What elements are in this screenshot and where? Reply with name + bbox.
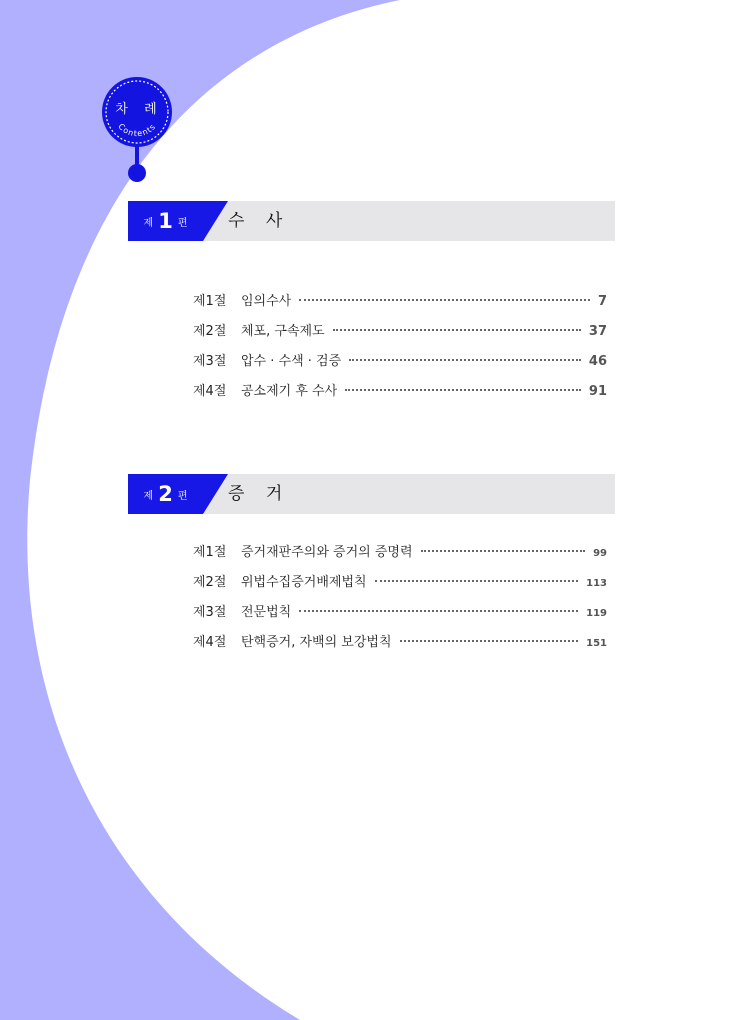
toc-row[interactable] xyxy=(193,541,607,571)
page-number: 119 xyxy=(586,608,607,619)
dot-leader xyxy=(421,549,586,552)
dot-leader xyxy=(349,358,581,361)
chapter-number: 제2절 xyxy=(193,575,227,590)
logo-title: 차 례 xyxy=(115,102,163,117)
toc-row[interactable] xyxy=(193,631,607,661)
part-2-toc xyxy=(193,541,607,661)
part-title: 증 거 xyxy=(228,484,291,504)
chapter-title: 탄핵증거, 자백의 보강법칙 xyxy=(241,635,392,650)
chapter-number: 제4절 xyxy=(193,635,227,650)
part-tag-prefix: 제 xyxy=(143,217,154,229)
chapter-number: 제2절 xyxy=(193,324,227,339)
dot-leader xyxy=(400,639,579,642)
chapter-number: 제3절 xyxy=(193,605,227,620)
toc-row[interactable] xyxy=(193,320,607,350)
part-tag-prefix: 제 xyxy=(143,490,154,502)
part-tag-number: 2 xyxy=(158,482,173,506)
page-number: 37 xyxy=(588,324,607,339)
toc-row[interactable] xyxy=(193,571,607,601)
toc-row[interactable] xyxy=(193,380,607,410)
chapter-title: 체포, 구속제도 xyxy=(241,324,325,339)
dot-leader xyxy=(333,328,581,331)
logo-subtitle: Contents xyxy=(116,121,158,139)
contents-logo xyxy=(100,75,174,190)
toc-row[interactable] xyxy=(193,350,607,380)
page-number: 99 xyxy=(593,548,607,559)
part-2-header xyxy=(128,474,615,514)
chapter-number: 제4절 xyxy=(193,384,227,399)
part-tag-suffix: 편 xyxy=(177,217,188,229)
part-tag-number: 1 xyxy=(158,209,173,233)
chapter-title: 위법수집증거배제법칙 xyxy=(241,575,367,590)
page-number: 151 xyxy=(586,638,607,649)
page-number: 46 xyxy=(588,354,607,369)
part-1-toc xyxy=(193,290,607,410)
page-number: 113 xyxy=(586,578,607,589)
dot-leader xyxy=(345,388,581,391)
page-number: 91 xyxy=(588,384,607,399)
chapter-title: 전문법칙 xyxy=(241,605,292,620)
page-number: 7 xyxy=(597,294,607,309)
chapter-title: 공소제기 후 수사 xyxy=(241,384,338,399)
part-1-header xyxy=(128,201,615,241)
part-tag-suffix: 편 xyxy=(177,490,188,502)
chapter-title: 압수 · 수색 · 검증 xyxy=(241,354,342,369)
part-tag-label xyxy=(128,474,203,514)
chapter-number: 제1절 xyxy=(193,545,227,560)
dot-leader xyxy=(299,298,590,301)
toc-row[interactable] xyxy=(193,290,607,320)
dot-leader xyxy=(299,609,578,612)
chapter-number: 제1절 xyxy=(193,294,227,309)
dot-leader xyxy=(375,579,579,582)
chapter-number: 제3절 xyxy=(193,354,227,369)
part-tag-label xyxy=(128,201,203,241)
chapter-title: 증거재판주의와 증거의 증명력 xyxy=(241,545,413,560)
toc-row[interactable] xyxy=(193,601,607,631)
part-title: 수 사 xyxy=(228,211,291,231)
chapter-title: 임의수사 xyxy=(241,294,292,309)
